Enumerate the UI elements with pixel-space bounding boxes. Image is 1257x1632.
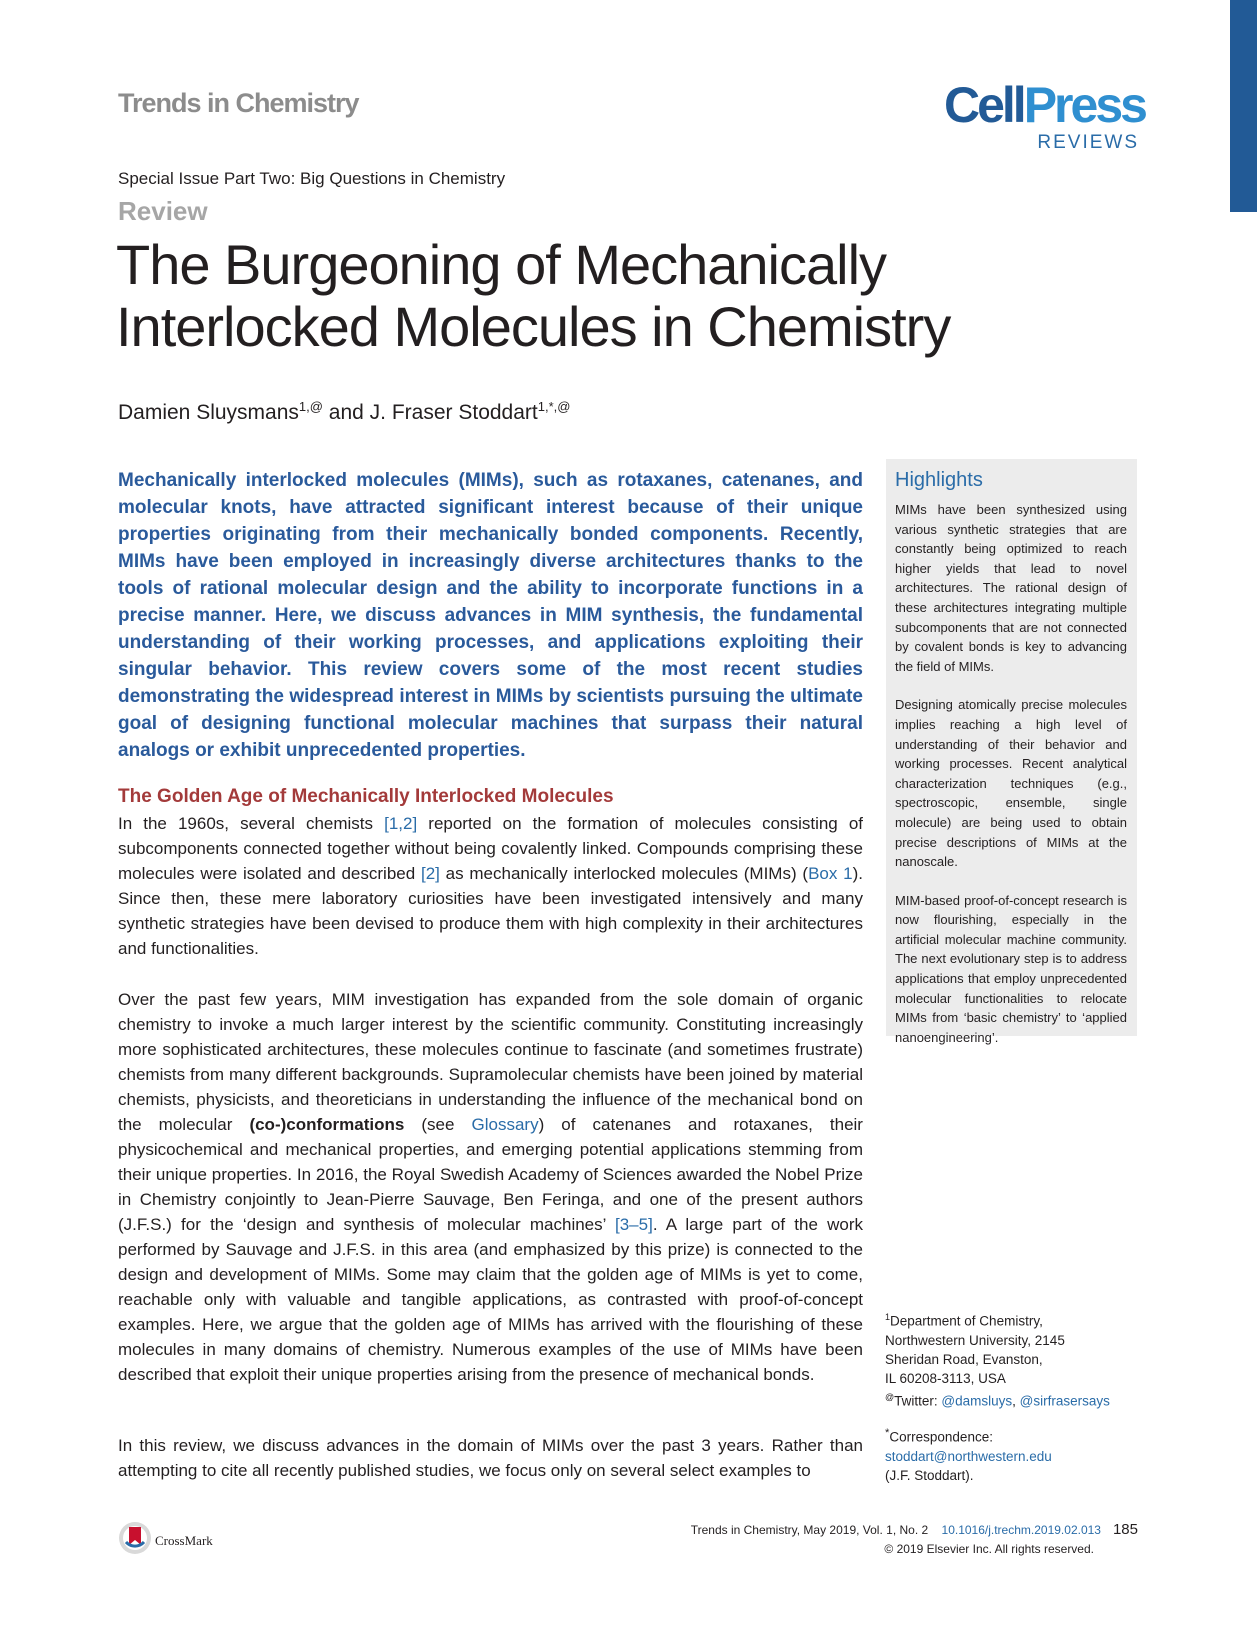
affiliation-line: Sheridan Road, Evanston, [885,1351,1043,1367]
page-number: 185 [1112,1521,1138,1538]
crossmark-badge[interactable] [118,1521,213,1560]
affiliation-mark: 1 [885,1312,891,1322]
affiliation [885,1308,1145,1410]
highlights-title: Highlights [895,469,983,491]
doi-link[interactable]: 10.1016/j.trechm.2019.02.013 [941,1523,1101,1537]
correspondence [885,1424,1145,1485]
accent-bar [1230,0,1257,212]
article-type: Review [118,196,208,226]
correspondence-mark: * [885,1427,890,1439]
author-affiliation-mark: 1,@ [298,399,323,414]
body-text: as mechanically interlocked molecules (MIMs) ( [439,864,809,883]
body-paragraph: In this review, we discuss advances in the domain of MIMs over the past 3 years. Rather than attempting to cite all recently published studies, we focus only on several select examples to [118,1436,863,1480]
correspondence-label: Correspondence: [889,1429,993,1445]
twitter-line [885,1388,1145,1411]
journal-logo: Trends in Chemistry [118,88,359,118]
body-text: Over the past few years, MIM investigation has expanded from the sole domain of organic chemistry to invoke a much larger interest by the scientific community. Constituting increasingly more sophisticated architectures, these molecules continue to fascinate (and sometimes frustrate) chemists from many different backgrounds. Supramolecular chemists have been joined by material chemists, physicists, and theoreticians in understanding the influence of the mechanical bond on the molecular [118,990,863,1134]
crossmark-label: CrossMark [155,1532,213,1548]
body-paragraph [118,811,863,961]
twitter-link[interactable]: @sirfrasersays [1019,1393,1110,1408]
reference-link[interactable]: [2] [420,864,440,883]
body-text: (see [404,1115,472,1134]
twitter-mark: @ [885,1391,895,1402]
author-joiner: and [322,401,370,424]
body-text: ) of catenanes and rotaxanes, their physicochemical and mechanical properties, and emerging potential applications stemming from their unique properties. In 2016, the Royal Swedish Academy of Sciences awarded the Nobel Prize in Chemistry conjointly to Jean-Pierre Sauvage, Ben Feringa, and one of the present authors (J.F.S.) for the ‘design and synthesis of molecular machines’ [118,1115,863,1234]
email-link[interactable]: stoddart@northwestern.edu [885,1448,1052,1464]
abstract: Mechanically interlocked molecules (MIMs), such as rotaxanes, catenanes, and molecular knots, have attracted significant interest because of their unique properties originating from their mechanically bonded components. Recently, MIMs have been employed in increasingly diverse architectures thanks to the tools of rational molecular design and the ability to incorporate functions in a precise manner. Here, we discuss advances in MIM synthesis, the fundamental understanding of their working processes, and applications exploiting their singular behavior. This review covers some of the most recent studies demonstrating the widespread interest in MIMs by scientists pursuing the ultimate goal of designing functional molecular machines that surpass their natural analogs or exhibit unprecedented properties. [118,470,863,761]
correspondence-name: (J.F. Stoddart). [885,1467,974,1483]
twitter-separator: , [1012,1393,1020,1408]
citation: Trends in Chemistry, May 2019, Vol. 1, No. 2 [690,1523,929,1537]
article-title: The Burgeoning of Mechanically Interlocked Molecules in Chemistry [116,233,951,358]
glossary-link[interactable]: Glossary [471,1115,539,1134]
box-link[interactable]: Box 1 [808,864,853,883]
affiliation-line: IL 60208-3113, USA [885,1370,1006,1386]
author-list [118,399,570,425]
highlight-item: MIMs have been synthesized using various synthetic strategies that are constantly being optimized to reach higher yields that lead to novel architectures. The rational design of these architectures integrating multiple subcomponents that are not connected by covalent bonds is key to advancing the field of MIMs. [895,502,1127,674]
special-issue-label: Special Issue Part Two: Big Questions in Chemistry [118,169,506,188]
highlight-item: MIM-based proof-of-concept research is now flourishing, especially in the artificial molecular machine community. The next evolutionary step is to address applications that employ unprecedented molecular functionalities to relocate MIMs from ‘basic chemistry’ to ‘applied nanoengineering’. [895,892,1127,1045]
crossmark-icon [118,1521,152,1560]
publisher-logo [944,77,1145,154]
twitter-link[interactable]: @damsluys [941,1393,1013,1408]
author-name[interactable]: Damien Sluysmans [118,401,299,424]
publisher-logo-press: Press [1023,77,1145,133]
author-affiliation-mark: 1,*,@ [537,399,571,414]
section-heading: The Golden Age of Mechanically Interlocked Molecules [118,786,614,807]
glossary-term: (co-)conformations [249,1115,405,1134]
body-text: reported on the formation of molecules consisting of subcomponents connected together without being covalently linked. Compounds comprising these molecules were isolated and described [118,814,864,883]
page-footer [600,1521,1138,1556]
reference-link[interactable]: [1,2] [384,814,418,833]
body-text: ). Since then, these mere laboratory curiosities have been investigated intensively and many synthetic strategies have been devised to produce them with high complexity in their architectures and functionalities. [118,864,863,958]
reference-link[interactable]: [3–5] [615,1215,653,1234]
copyright: © 2019 Elsevier Inc. All rights reserved. [884,1542,1094,1556]
body-text: . A large part of the work performed by Sauvage and J.F.S. in this area (and emphasized by this prize) is connected to the design and development of MIMs. Some may claim that the golden age of MIMs is yet to come, reachable only with valuable and tangible applications, as contrasted with proof-of-concept examples. Here, we argue that the golden age of MIMs has arrived with the flourishing of these molecules in many domains of chemistry. Numerous examples of the use of MIMs have been described that exploit their unique properties arising from the presence of mechanical bonds. [118,1215,864,1384]
author-name[interactable]: J. Fraser Stoddart [369,401,538,424]
highlight-item: Designing atomically precise molecules implies reaching a high level of understanding of their behavior and working processes. Recent analytical characterization techniques (e.g., spectroscopic, ensemble, single molecule) are being used to obtain precise descriptions of MIMs at the nanoscale. [895,697,1127,870]
highlights-box [886,459,1137,1045]
publisher-logo-cell: Cell [944,77,1024,133]
publisher-logo-subtitle: REVIEWS [1037,132,1139,153]
affiliation-line: Northwestern University, 2145 [885,1332,1065,1348]
body-text: In the 1960s, several chemists [118,814,385,833]
body-paragraph [118,987,863,1387]
twitter-label: Twitter: [894,1393,942,1408]
affiliation-line: Department of Chemistry, [890,1313,1043,1329]
